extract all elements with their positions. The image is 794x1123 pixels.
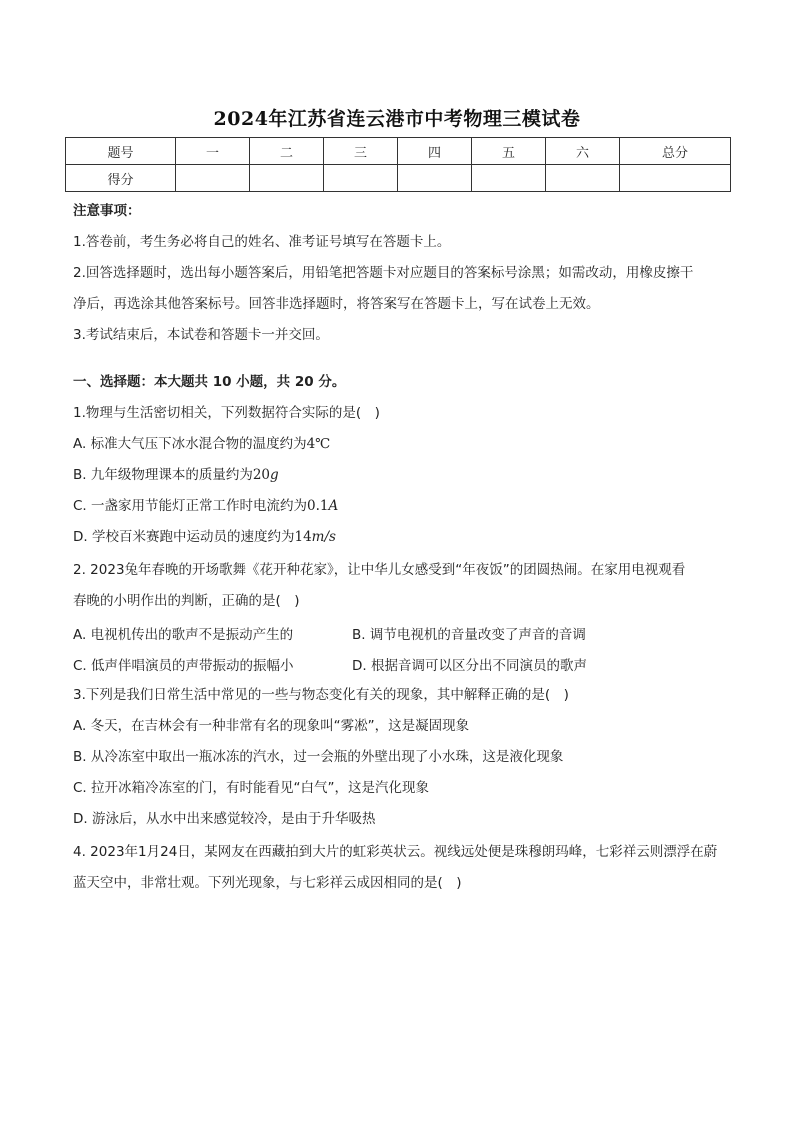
- score-cell: [324, 165, 398, 192]
- notice-heading: 注意事项：: [73, 203, 141, 219]
- score-table-header-row: [66, 138, 731, 165]
- notice-item: 2.回答选择题时，选出每小题答案后，用铅笔把答题卡对应题目的答案标号涂黑；如需改动，用橡皮擦干: [73, 265, 694, 281]
- score-cell: [472, 165, 546, 192]
- score-cell: [620, 165, 731, 192]
- notice-item: 1.答卷前，考生务必将自己的姓名、准考证号填写在答题卡上。: [73, 234, 451, 250]
- page-title: 2024年江苏省连云港市中考物理三模试卷: [213, 108, 581, 130]
- section-heading: 一、选择题：本大题共 10 小题，共 20 分。: [73, 374, 346, 390]
- table-header-cell: 一: [176, 138, 250, 165]
- option-unit: m/s: [311, 529, 336, 545]
- table-header-cell: 三: [324, 138, 398, 165]
- question-stem-continued: 春晚的小明作出的判断，正确的是( ): [73, 593, 300, 609]
- table-header-cell: 二: [250, 138, 324, 165]
- score-cell: [176, 165, 250, 192]
- score-cell: [398, 165, 472, 192]
- option-value: 20: [252, 467, 271, 483]
- option-d: [73, 528, 336, 546]
- option-value: 0.1: [307, 498, 329, 514]
- question-stem: 3.下列是我们日常生活中常见的一些与物态变化有关的现象，其中解释正确的是( ): [73, 687, 569, 703]
- option-c: [73, 497, 338, 515]
- score-table: [65, 137, 731, 192]
- option-a: [73, 435, 330, 453]
- option-c: C. 低声伴唱演员的声带振动的振幅小: [73, 658, 294, 674]
- option-value: 14: [294, 529, 312, 545]
- option-c: C. 拉开冰箱冷冻室的门，有时能看见“白气”，这是汽化现象: [73, 780, 429, 796]
- option-a: A. 冬天，在吉林会有一种非常有名的现象叫“雾凇”，这是凝固现象: [73, 718, 470, 734]
- score-cell: [546, 165, 620, 192]
- option-text: A. 标准大气压下冰水混合物的温度约为: [73, 436, 307, 452]
- table-header-cell: 六: [546, 138, 620, 165]
- option-b: B. 从冷冻室中取出一瓶冰冻的汽水，过一会瓶的外壁出现了小水珠，这是液化现象: [73, 749, 564, 765]
- question-stem: 2. 2023兔年春晚的开场歌舞《花开种花家》，让中华儿女感受到“年夜饭”的团圆热闹。在家用电视观看: [73, 562, 686, 578]
- question-stem-continued: 蓝天空中，非常壮观。下列光现象，与七彩祥云成因相同的是( ): [73, 875, 462, 891]
- option-text: C. 一盏家用节能灯正常工作时电流约为: [73, 498, 308, 514]
- option-d: D. 游泳后，从水中出来感觉较冷，是由于升华吸热: [73, 811, 376, 827]
- table-header-cell: 四: [398, 138, 472, 165]
- table-header-cell: 五: [472, 138, 546, 165]
- option-text: D. 学校百米赛跑中运动员的速度约为: [73, 529, 295, 545]
- option-text: B. 九年级物理课本的质量约为: [73, 467, 253, 483]
- score-cell: [250, 165, 324, 192]
- notice-item: 净后，再选涂其他答案标号。回答非选择题时，将答案写在答题卡上，写在试卷上无效。: [73, 296, 600, 312]
- score-row-label: 得分: [66, 165, 176, 192]
- option-b: B. 调节电视机的音量改变了声音的音调: [352, 627, 586, 643]
- option-value: 4℃: [306, 436, 331, 452]
- option-a: A. 电视机传出的歌声不是振动产生的: [73, 627, 294, 643]
- table-header-cell: 题号: [66, 138, 176, 165]
- question-stem: 1.物理与生活密切相关，下列数据符合实际的是( ): [73, 405, 380, 421]
- score-table-score-row: [66, 165, 731, 192]
- option-unit: A: [328, 498, 339, 514]
- notice-item: 3.考试结束后，本试卷和答题卡一并交回。: [73, 327, 329, 343]
- option-d: D. 根据音调可以区分出不同演员的歌声: [352, 658, 587, 674]
- option-b: [73, 466, 279, 484]
- question-stem: 4. 2023年1月24日，某网友在西藏拍到大片的虹彩英状云。视线远处便是珠穆朗玛峰，七彩祥云则漂浮在蔚: [73, 844, 718, 860]
- table-header-cell: 总分: [620, 138, 731, 165]
- option-unit: g: [270, 467, 279, 483]
